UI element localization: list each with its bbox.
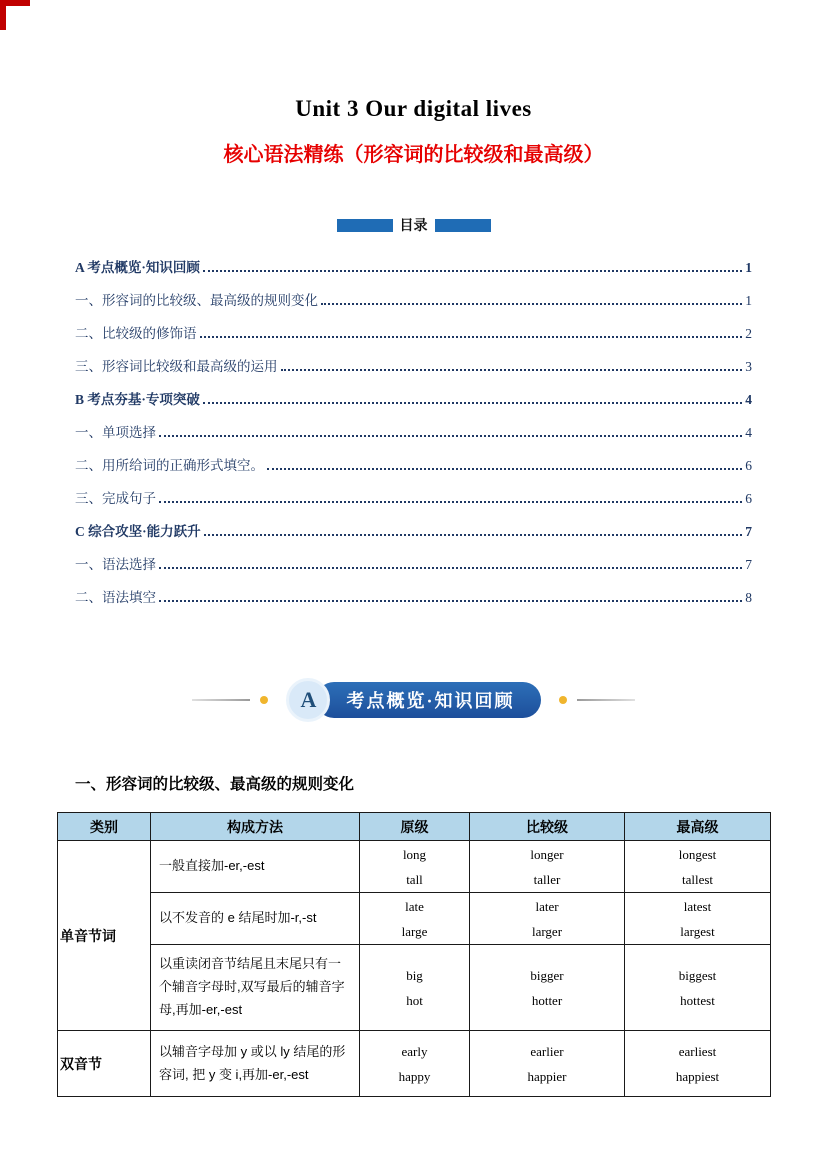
cell-category: 单音节词: [58, 841, 151, 1031]
table-row: [58, 841, 771, 893]
cell-method: 以辅音字母加 y 或以 ly 结尾的形容词, 把 y 变 i,再加-er,-est: [151, 1031, 360, 1097]
toc-leader-dots: [203, 270, 742, 272]
cell-comparative: later larger: [470, 893, 625, 945]
table-header: 最高级: [625, 813, 771, 841]
cell-method: 一般直接加-er,-est: [151, 841, 360, 893]
toc-leader-dots: [321, 303, 742, 305]
cell-base: long tall: [360, 841, 470, 893]
gold-dot-left: [260, 696, 268, 704]
toc-item[interactable]: 二、语法填空 8: [75, 590, 752, 605]
toc-item[interactable]: C 综合攻坚·能力跃升 7: [75, 524, 752, 539]
cell-comparative: earlier happier: [470, 1031, 625, 1097]
toc-leader-dots: [159, 435, 742, 437]
badge-title: 考点概览·知识回顾: [316, 682, 540, 718]
toc-leader-dots: [159, 600, 742, 602]
cell-comparative: bigger hotter: [470, 945, 625, 1031]
toc-leader-dots: [281, 369, 743, 371]
gold-dot-right: [559, 696, 567, 704]
toc-leader-dots: [159, 501, 742, 503]
toc-item[interactable]: A 考点概览·知识回顾 1: [75, 260, 752, 275]
toc-item[interactable]: 三、形容词比较级和最高级的运用 3: [75, 359, 752, 374]
table-header: 原级: [360, 813, 470, 841]
badge-letter: A: [286, 678, 330, 722]
toc-header-bar-right: [435, 219, 491, 232]
grammar-rules-table: [57, 812, 771, 1097]
cell-superlative: biggest hottest: [625, 945, 771, 1031]
document-subtitle: 核心语法精练（形容词的比较级和最高级）: [223, 144, 604, 166]
toc-leader-dots: [200, 336, 743, 338]
toc-item[interactable]: 二、用所给词的正确形式填空。 6: [75, 458, 752, 473]
cell-category: 双音节: [58, 1031, 151, 1097]
toc-item[interactable]: B 考点夯基·专项突破 4: [75, 392, 752, 407]
toc-title: 目录: [399, 219, 428, 234]
toc-leader-dots: [204, 534, 743, 536]
table-header: 比较级: [470, 813, 625, 841]
cell-method: 以重读闭音节结尾且末尾只有一个辅音字母时,双写最后的辅音字母,再加-er,-est: [151, 945, 360, 1031]
toc-header-bar-left: [337, 219, 393, 232]
cell-superlative: longest tallest: [625, 841, 771, 893]
decorative-line-left: [192, 699, 250, 701]
toc-item[interactable]: 二、比较级的修饰语 2: [75, 326, 752, 341]
cell-base: late large: [360, 893, 470, 945]
table-header-row: [58, 813, 771, 841]
toc-item[interactable]: 三、完成句子 6: [75, 491, 752, 506]
decorative-line-right: [577, 699, 635, 701]
toc-header: [0, 215, 827, 235]
section-badge: [0, 678, 827, 722]
section-a-badge: [286, 678, 540, 722]
cell-base: big hot: [360, 945, 470, 1031]
cell-comparative: longer taller: [470, 841, 625, 893]
table-row: [58, 1031, 771, 1097]
table-header: 类别: [58, 813, 151, 841]
toc-item[interactable]: 一、单项选择 4: [75, 425, 752, 440]
cell-method: 以不发音的 e 结尾时加-r,-st: [151, 893, 360, 945]
cell-superlative: earliest happiest: [625, 1031, 771, 1097]
cell-superlative: latest largest: [625, 893, 771, 945]
table-header: 构成方法: [151, 813, 360, 841]
toc-item[interactable]: 一、形容词的比较级、最高级的规则变化 1: [75, 293, 752, 308]
table-row: [58, 945, 771, 1031]
toc-leader-dots: [159, 567, 742, 569]
toc-leader-dots: [203, 402, 742, 404]
toc-leader-dots: [267, 468, 742, 470]
toc-list: [75, 249, 752, 612]
toc-item[interactable]: 一、语法选择 7: [75, 557, 752, 572]
section-heading: 一、形容词的比较级、最高级的规则变化: [75, 776, 355, 793]
cell-base: early happy: [360, 1031, 470, 1097]
document-title: Unit 3 Our digital lives: [295, 96, 532, 121]
table-row: [58, 893, 771, 945]
